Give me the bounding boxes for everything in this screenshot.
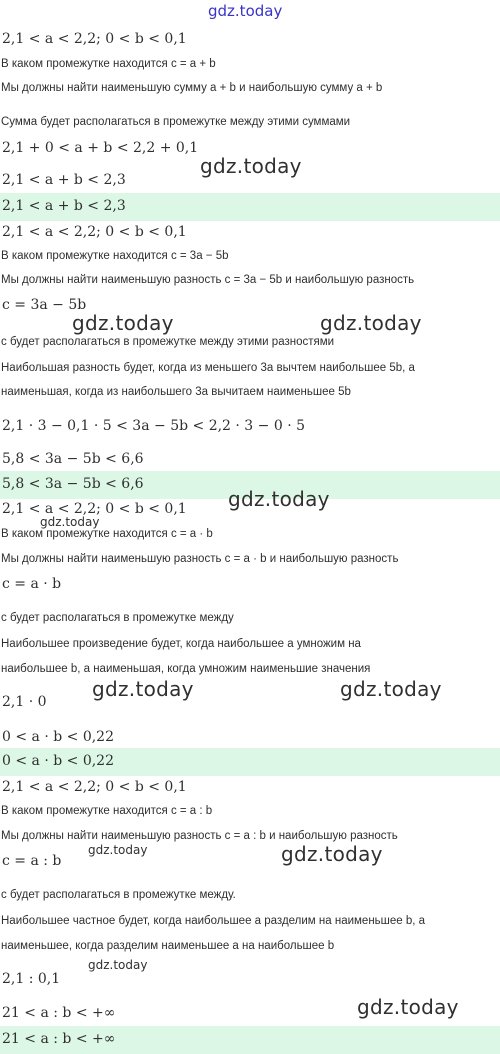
result-line: 21 < a : b < +∞ <box>2 1005 116 1021</box>
instruction-line: Мы должны найти наименьшую разность c = a · b и наибольшую разность <box>1 553 399 565</box>
result-line: 0 < a · b < 0,22 <box>2 729 114 745</box>
condition-line: 2,1 < a < 2,2; 0 < b < 0,1 <box>2 501 187 517</box>
instruction-line: Мы должны найти наименьшую разность c = 3a − 5b и наибольшую разность <box>1 274 415 286</box>
watermark: gdz.today <box>88 843 148 857</box>
explanation-line: c будет располагаться в промежутке между <box>1 612 234 624</box>
result-line: 5,8 < 3a − 5b < 6,6 <box>2 451 144 467</box>
explanation-line: c будет располагаться в промежутке между этими разностями <box>1 336 335 348</box>
condition-line: 2,1 < a < 2,2; 0 < b < 0,1 <box>2 31 187 47</box>
watermark: gdz.today <box>320 311 422 335</box>
watermark-top: gdz.today <box>208 2 283 20</box>
question-line: В каком промежутке находится c = a · b <box>1 528 213 540</box>
watermark: gdz.today <box>228 487 330 511</box>
answer-line: 0 < a · b < 0,22 <box>2 753 114 769</box>
calc-line: 2,1 · 0 <box>2 694 47 710</box>
calc-line: 2,1 : 0,1 <box>2 971 61 987</box>
formula-line: c = a · b <box>2 576 62 592</box>
instruction-line: Мы должны найти наименьшую сумму a + b и наибольшую сумму a + b <box>1 82 383 94</box>
explanation-line: Сумма будет располагаться в промежутке между этими суммами <box>1 116 351 128</box>
explanation-line: Наибольшее произведение будет, когда наибольшее a умножим на <box>1 638 361 650</box>
answer-line: 21 < a : b < +∞ <box>2 1031 116 1047</box>
explanation-line: Наибольшая разность будет, когда из меньшего 3a вычтем наибольшее 5b, а <box>1 362 415 374</box>
watermark: gdz.today <box>200 154 302 178</box>
explanation-line: наибольшее b, а наименьшая, когда умножим наименьшие значения <box>1 663 371 675</box>
watermark: gdz.today <box>281 842 383 866</box>
formula-line: c = 3a − 5b <box>2 297 87 313</box>
question-line: В каком промежутке находится c = 3a − 5b <box>1 250 229 262</box>
formula-line: c = a : b <box>2 853 62 869</box>
answer-line: 2,1 < a + b < 2,3 <box>2 198 126 214</box>
explanation-line: Наибольшее частное будет, когда наибольшее a разделим на наименьшее b, а <box>1 915 426 927</box>
condition-line: 2,1 < a < 2,2; 0 < b < 0,1 <box>2 224 187 240</box>
instruction-line: Мы должны найти наименьшую разность c = a : b и наибольшую разность <box>1 830 398 842</box>
watermark: gdz.today <box>88 958 148 972</box>
calc-line: 2,1 · 3 − 0,1 · 5 < 3a − 5b < 2,2 · 3 − 0 · 5 <box>2 418 306 434</box>
answer-line: 5,8 < 3a − 5b < 6,6 <box>2 476 144 492</box>
watermark: gdz.today <box>92 677 194 701</box>
question-line: В каком промежутке находится c = a + b <box>1 58 216 70</box>
result-line: 2,1 < a + b < 2,3 <box>2 172 126 188</box>
explanation-line: c будет располагаться в промежутке между. <box>1 889 236 901</box>
explanation-line: наименьшее, когда разделим наименьшее a на наибольшее b <box>1 940 335 952</box>
calc-line: 2,1 + 0 < a + b < 2,2 + 0,1 <box>2 140 199 156</box>
explanation-line: наименьшая, когда из наибольшего 3a вычитаем наименьшее 5b <box>1 386 351 398</box>
watermark: gdz.today <box>357 995 459 1019</box>
question-line: В каком промежутке находится c = a : b <box>1 805 213 817</box>
watermark: gdz.today <box>40 515 100 529</box>
condition-line: 2,1 < a < 2,2; 0 < b < 0,1 <box>2 779 187 795</box>
watermark: gdz.today <box>72 311 174 335</box>
watermark: gdz.today <box>340 677 442 701</box>
